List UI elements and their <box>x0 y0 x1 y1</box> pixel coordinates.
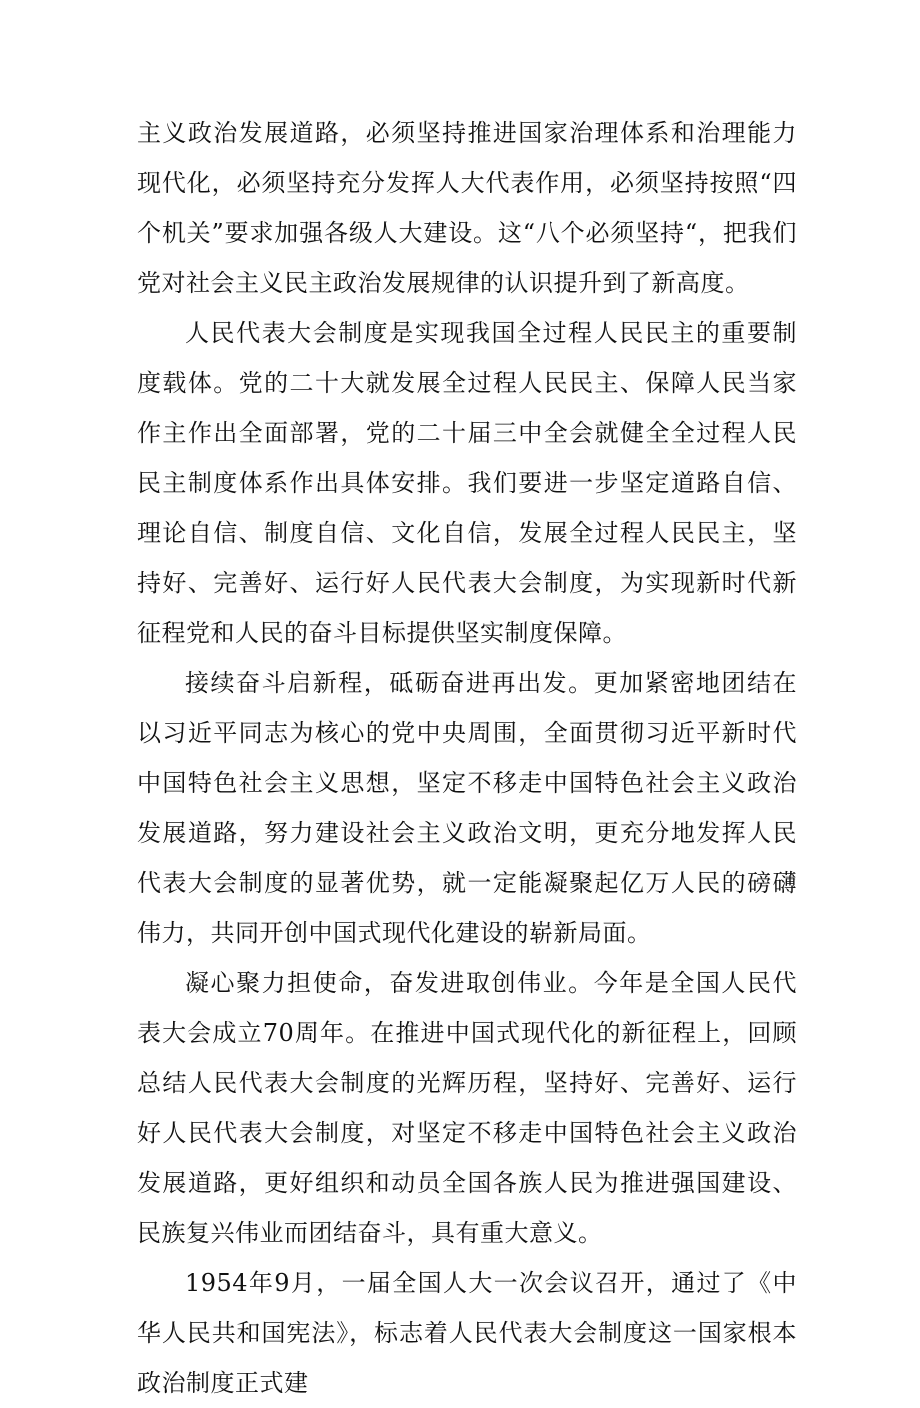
paragraph-3: 接续奋斗启新程，砥砺奋进再出发。更加紧密地团结在以习近平同志为核心的党中央周围，全面贯彻习近平新时代中国特色社会主义思想，坚定不移走中国特色社会主义政治发展道路，努力建设社会主义政治文明，更充分地发挥人民代表大会制度的显著优势，就一定能凝聚起亿万人民的磅礴伟力，共同开创中国式现代化建设的崭新局面。 <box>137 669 797 947</box>
paragraph-2: 人民代表大会制度是实现我国全过程人民民主的重要制度载体。党的二十大就发展全过程人民民主、保障人民当家作主作出全面部署，党的二十届三中全会就健全全过程人民民主制度体系作出具体安排。我们要进一步坚定道路自信、理论自信、制度自信、文化自信，发展全过程人民民主，坚持好、完善好、运行好人民代表大会制度，为实现新时代新征程党和人民的奋斗目标提供坚实制度保障。 <box>137 319 797 647</box>
paragraph-5: 1954年9月，一届全国人大一次会议召开，通过了《中华人民共和国宪法》，标志着人民代表大会制度这一国家根本政治制度正式建 <box>137 1269 797 1397</box>
paragraph-4: 凝心聚力担使命，奋发进取创伟业。今年是全国人民代表大会成立70周年。在推进中国式现代化的新征程上，回顾总结人民代表大会制度的光辉历程，坚持好、完善好、运行好人民代表大会制度，对坚定不移走中国特色社会主义政治发展道路，更好组织和动员全国各族人民为推进强国建设、民族复兴伟业而团结奋斗，具有重大意义。 <box>137 969 797 1247</box>
document-body <box>137 108 797 1408</box>
paragraph-1: 主义政治发展道路，必须坚持推进国家治理体系和治理能力现代化，必须坚持充分发挥人大代表作用，必须坚持按照“四个机关”要求加强各级人大建设。这“八个必须坚持“，把我们党对社会主义民主政治发展规律的认识提升到了新高度。 <box>137 119 797 297</box>
